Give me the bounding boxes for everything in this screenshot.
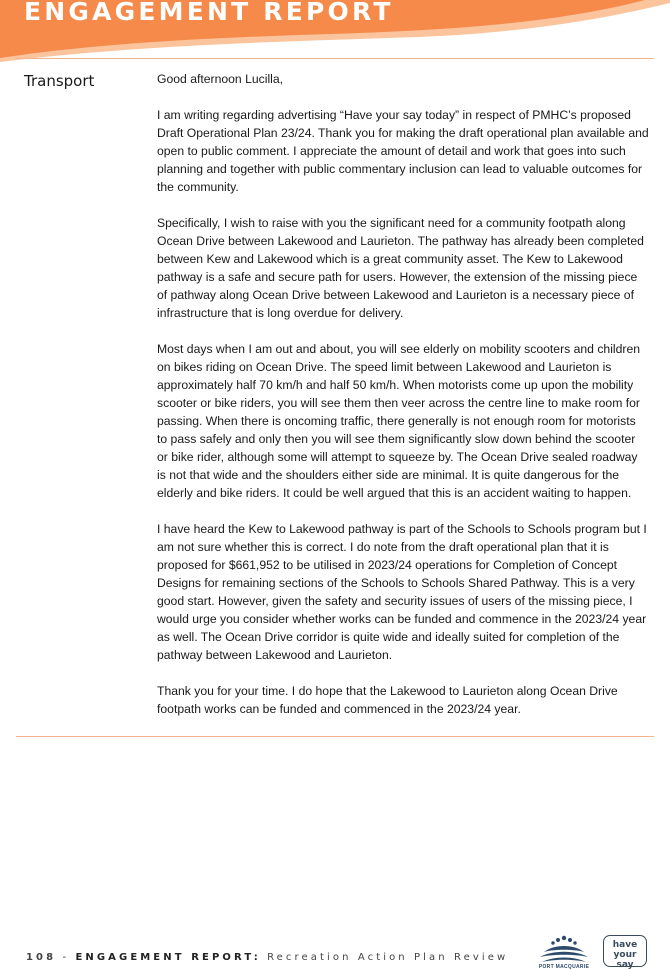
section-label: Transport	[24, 72, 95, 90]
page-title: ENGAGEMENT REPORT	[24, 0, 394, 26]
page-footer	[26, 952, 508, 963]
header-divider	[16, 58, 654, 59]
header-banner	[0, 0, 670, 66]
submission-letter	[157, 70, 649, 736]
council-logo	[536, 934, 592, 970]
council-logo-caption: PORT MACQUARIE	[538, 964, 590, 970]
letter-paragraph: I am writing regarding advertising “Have your say today” in respect of PMHC’s proposed Draft Operational Plan 23/24. Thank you for making the draft operational plan available and open to public comment. I appreciate the amount of detail and work that goes into such planning and together with public commentary inclusion can lead to valuable outcomes for the community.	[157, 108, 649, 194]
letter-paragraph: Most days when I am out and about, you will see elderly on mobility scooters and children on bikes riding on Ocean Drive. The speed limit between Lakewood and Laurieton is approximately half 70 km/h and half 50 km/h. When motorists come up upon the mobility scooter or bike riders, you will see them then veer across the centre line to make room for passing. When there is oncoming traffic, there generally is not enough room for motorists to pass safely and only then you will see them significantly slow down behind the scooter or bike rider, although some will attempt to squeeze by. The Ocean Drive sealed roadway is not that wide and the shoulders either side are minimal. It is quite dangerous for the elderly and bike riders. It could be well argued that this is an accident waiting to happen.	[157, 342, 641, 500]
section-divider	[16, 736, 654, 737]
have-your-say-line2: your say	[613, 950, 637, 970]
footer-report-label: ENGAGEMENT REPORT:	[75, 952, 261, 963]
letter-closing: Thank you for your time. I do hope that the Lakewood to Laurieton along Ocean Drive footpath works can be funded and commenced in the 2023/24 year.	[157, 684, 618, 716]
footer-report-subtitle: Recreation Action Plan Review	[260, 952, 509, 963]
letter-paragraph: I have heard the Kew to Lakewood pathway is part of the Schools to Schools program but I am not sure whether this is correct. I do note from the draft operational plan that it is proposed for $661,952 to be utilised in 2023/24 operations for Completion of Concept Designs for remaining sections of the Schools to Schools Shared Pathway. This is a very good start. However, given the safety and security issues of users of the missing piece, I would urge you consider whether works can be funded and commence in the 2023/24 year as well. The Ocean Drive corridor is quite wide and ideally suited for completion of the pathway between Lakewood and Laurieton.	[157, 522, 647, 662]
letter-paragraph: Specifically, I wish to raise with you the significant need for a community footpath along Ocean Drive between Lakewood and Laurieton. The pathway has already been completed between Kew and Lakewood which is a great community asset. The Kew to Lakewood pathway is a safe and secure path for users. However, the extension of the missing piece of pathway along Ocean Drive between Lakewood and Laurieton is a necessary piece of infrastructure that is long overdue for delivery.	[157, 216, 644, 320]
letter-greeting: Good afternoon Lucilla,	[157, 72, 284, 86]
have-your-say-line1: have	[612, 940, 638, 950]
council-logo-icon	[536, 934, 592, 964]
have-your-say-logo	[603, 935, 647, 970]
footer-separator: -	[56, 952, 76, 963]
page-number: 108	[26, 952, 57, 963]
